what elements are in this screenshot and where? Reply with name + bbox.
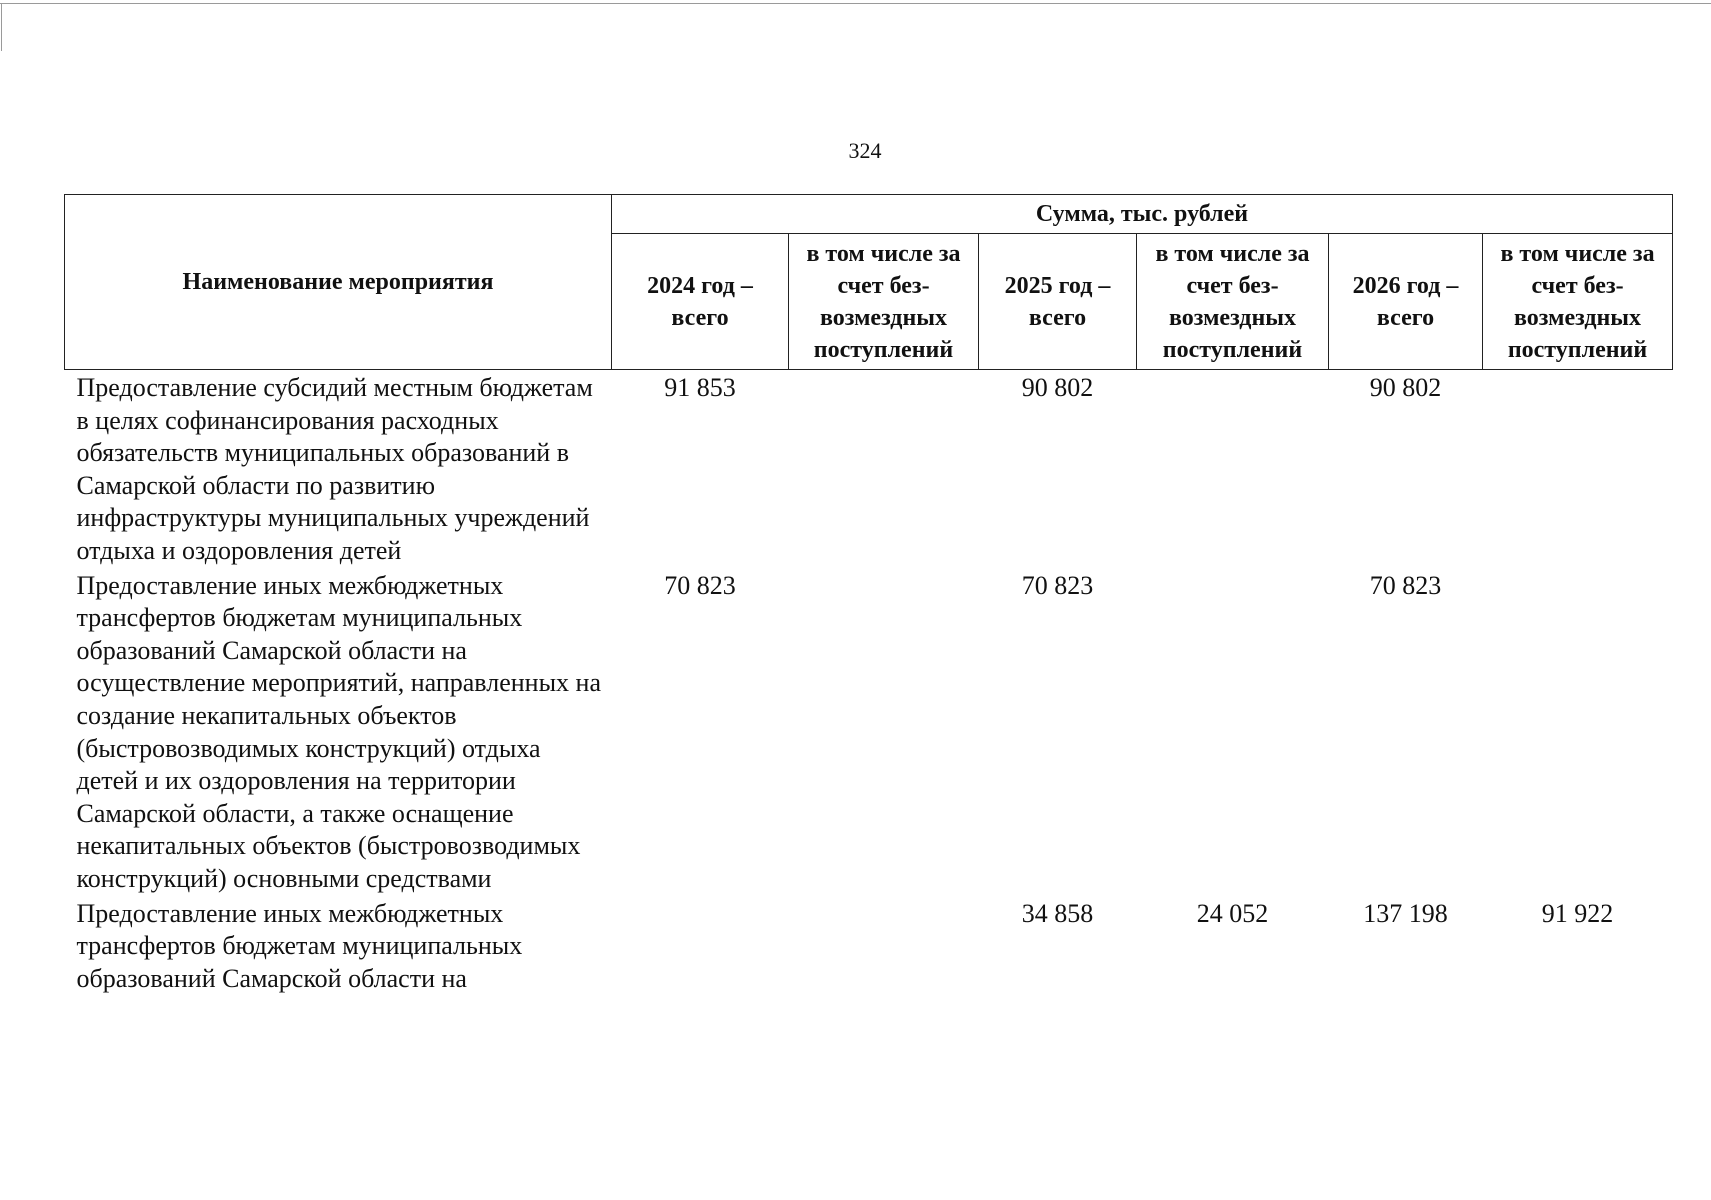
cell-2024-grants: [789, 370, 979, 568]
row-name: Предоставление иных межбюджетных трансфертов бюджетам муниципальных образований Самарской области на: [76, 898, 523, 993]
table-row: [65, 370, 1673, 568]
cell-2024-grants: [789, 568, 979, 896]
cell-2025-total: 34 858: [1021, 898, 1094, 928]
cell-2026-grants: [1483, 568, 1673, 896]
cell-2024-total: 70 823: [664, 570, 736, 600]
cell-2024-total: 91 853: [664, 373, 736, 402]
cell-2026-total: 90 802: [1369, 373, 1442, 402]
header-2025-total: 2025 год – всего: [979, 234, 1137, 370]
page-number: 324: [848, 138, 882, 163]
row-name: Предоставление субсидий местным бюджетам в целях софинансирования расходных обязательств муниципальных образований в Самарской области по развитию инфраструктуры муниципальных учреждений отдыха и оздоровления детей: [76, 373, 593, 565]
table-row: [65, 896, 1673, 996]
table-row: [65, 568, 1673, 896]
cell-2026-grants: [1483, 370, 1673, 568]
cell-2024-grants: [789, 896, 979, 996]
cell-2026-total: 70 823: [1369, 570, 1442, 600]
cell-2025-total: 90 802: [1021, 373, 1094, 402]
cell-2025-grants: 24 052: [1196, 898, 1269, 928]
cell-2025-grants: [1137, 370, 1329, 568]
cell-2025-total: 70 823: [1021, 570, 1094, 600]
header-2026-grants: в том числе за счет без-возмездных поступлений: [1483, 234, 1673, 370]
header-name: Наименование мероприятия: [65, 195, 612, 370]
cell-2025-grants: [1137, 568, 1329, 896]
header-2026-total: 2026 год – всего: [1329, 234, 1483, 370]
scan-border-left: [1, 3, 2, 51]
header-2024-total: 2024 год – всего: [612, 234, 789, 370]
budget-table: [64, 194, 1673, 995]
cell-2026-grants: 91 922: [1541, 898, 1614, 928]
cell-2026-total: 137 198: [1363, 898, 1448, 928]
header-sum-group: Сумма, тыс. рублей: [612, 195, 1673, 234]
header-2025-grants: в том числе за счет без-возмездных поступлений: [1137, 234, 1329, 370]
row-name: Предоставление иных межбюджетных трансфертов бюджетам муниципальных образований Самарской области на осуществление мероприятий, направленных на создание некапитальных объектов (быстровозводимых конструкций) отдыха детей и их оздоровления на территории Самарской области, а также оснащение некапитальных объектов (быстровозводимых конструкций) основными средствами: [76, 570, 602, 893]
scan-border-top: [0, 3, 1711, 4]
header-row-group: [65, 195, 1673, 234]
cell-2024-total: [612, 896, 789, 996]
header-2024-grants: в том числе за счет без-возмездных поступлений: [789, 234, 979, 370]
